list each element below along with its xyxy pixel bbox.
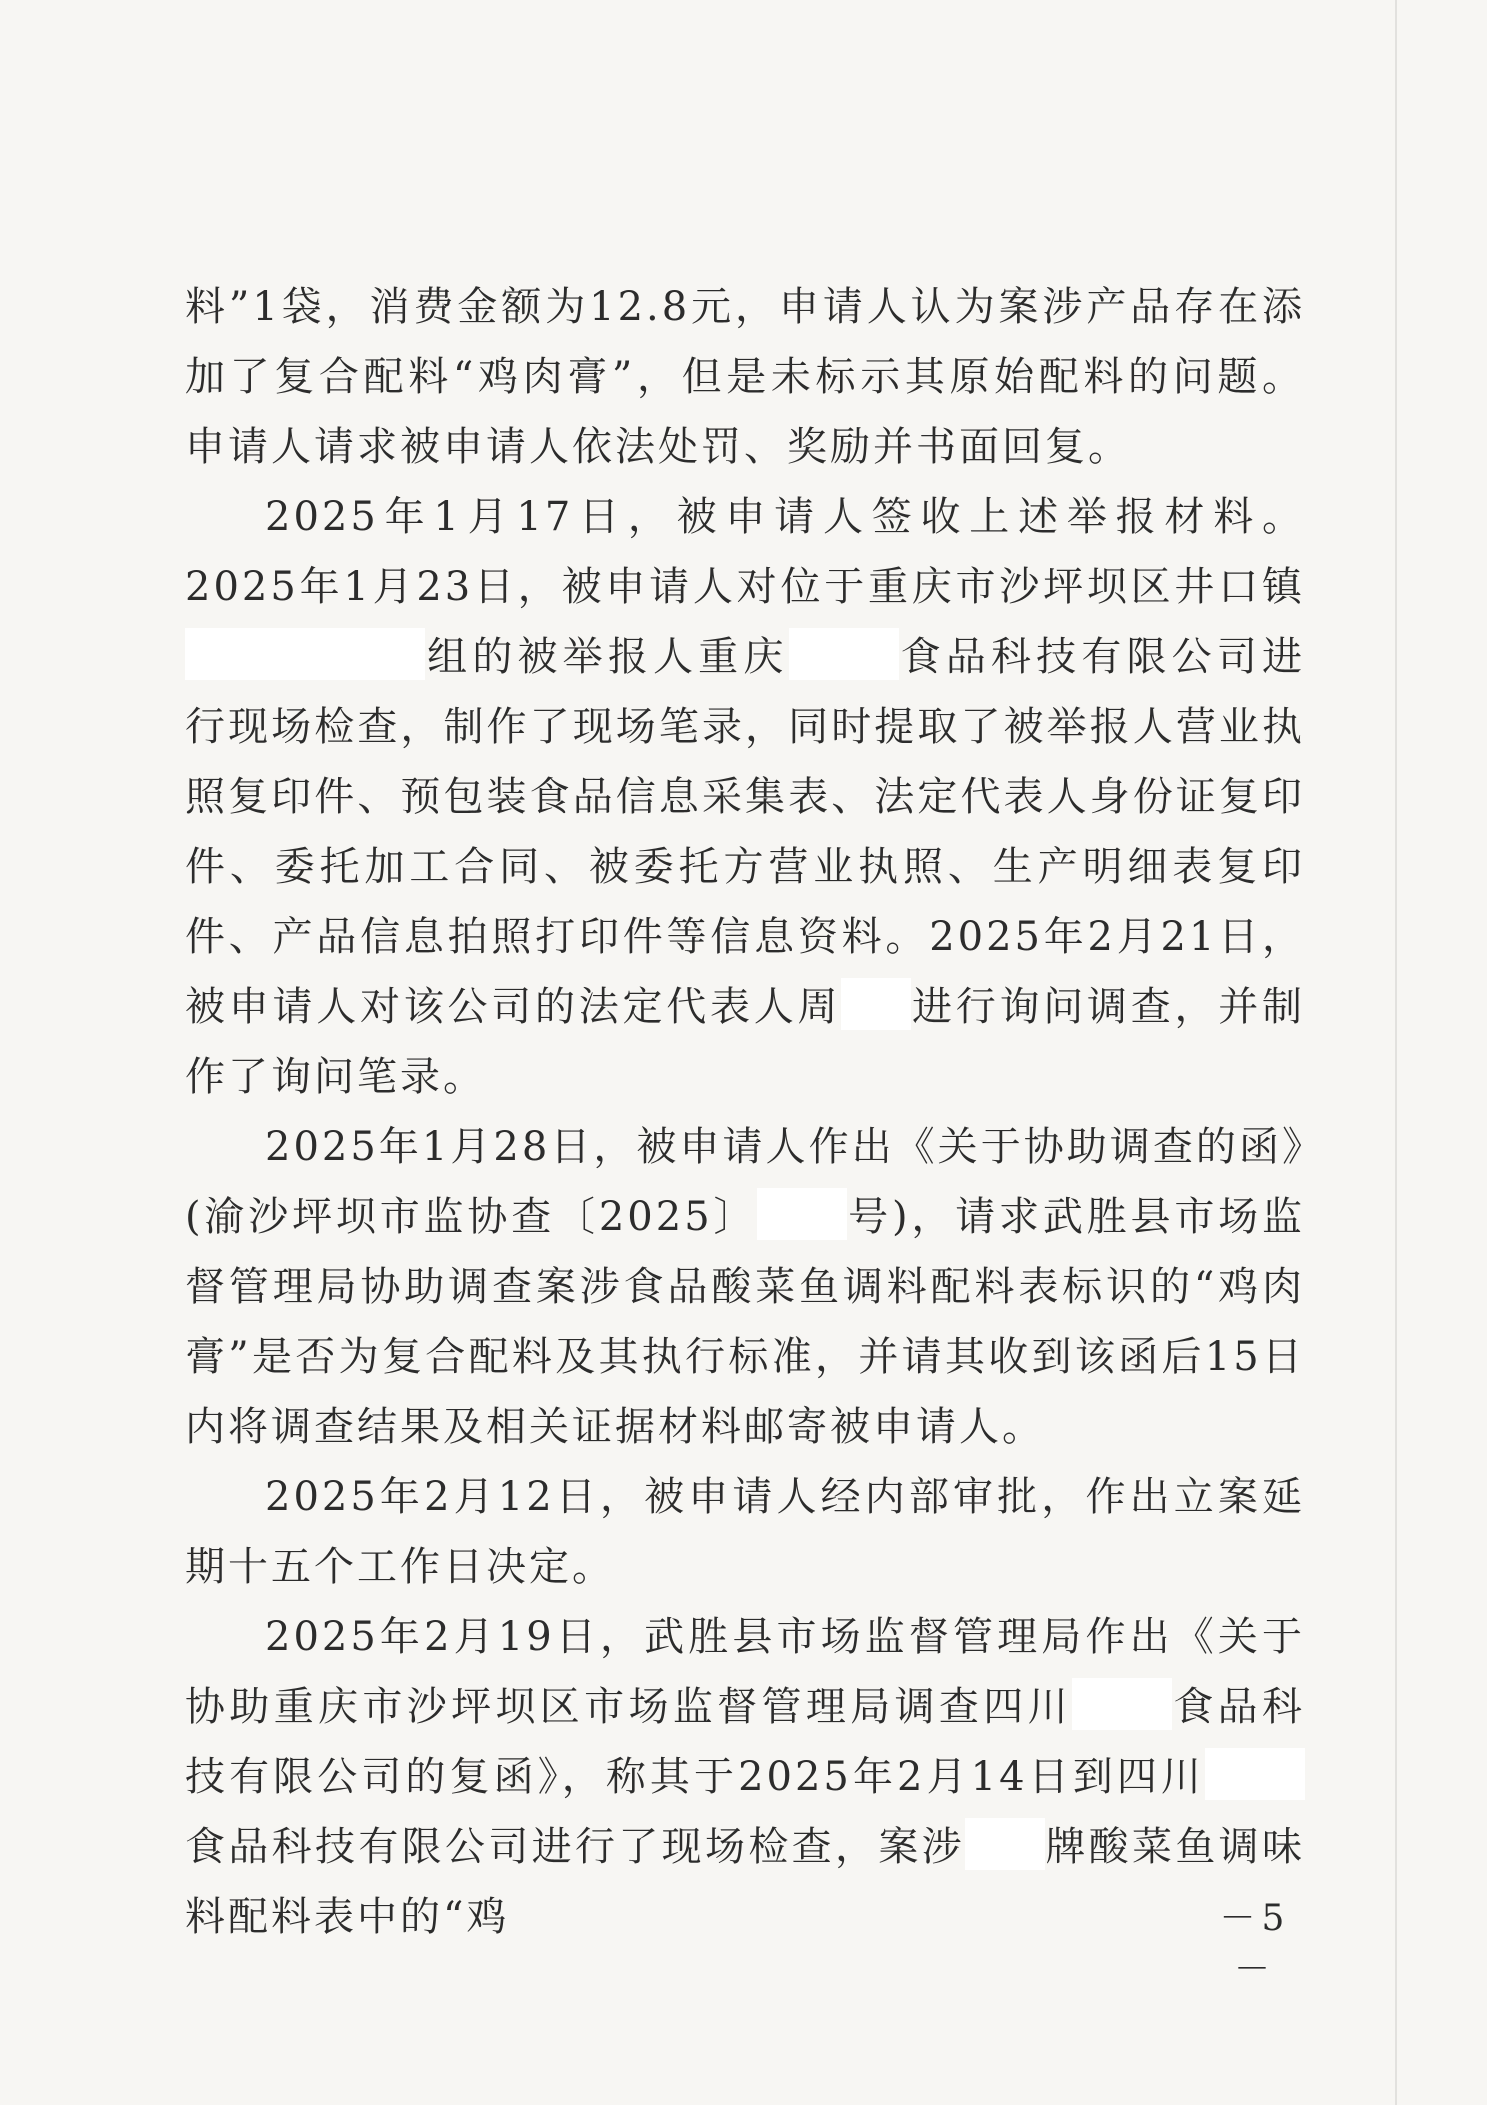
paragraph-text: 料”1袋，消费金额为12.8元，申请人认为案涉产品存在添加了复合配料“鸡肉膏”，但是未标示其原始配料的问题。申请人请求被申请人依法处罚、奖励并书面回复。 <box>185 284 1305 470</box>
redaction-box <box>1205 1748 1305 1800</box>
paragraph <box>185 1112 1305 1462</box>
paragraph-text: 2025年2月19日，武胜县市场监督管理局作出《关于协助重庆市沙坪坝区市场监督管理局调查四川 <box>185 1614 1305 1730</box>
paragraph-text: 进行询问调查，并制作了询问笔录。 <box>185 984 1305 1100</box>
paragraph <box>185 272 1305 482</box>
redaction-box <box>185 628 425 680</box>
paragraph-text: 牌酸菜鱼调味料配料表中的“鸡 <box>185 1824 1305 1940</box>
paragraph-text: 食品科技有限公司进行现场检查，制作了现场笔录，同时提取了被举报人营业执照复印件、预包装食品信息采集表、法定代表人身份证复印件、委托加工合同、被委托方营业执照、生产明细表复印件、产品信息拍照打印件等信息资料。2025年2月21日，被申请人对该公司的法定代表人周 <box>185 634 1305 1030</box>
paragraph-text: 组的被举报人重庆 <box>425 634 789 680</box>
page-edge <box>1395 0 1397 2105</box>
paragraph-text: 食品科技有限公司进行了现场检查，案涉 <box>185 1824 965 1870</box>
paragraph-text: 2025年1月17日，被申请人签收上述举报材料。2025年1月23日，被申请人对位于重庆市沙坪坝区井口镇 <box>185 494 1305 610</box>
paragraph-text: 2025年1月28日，被申请人作出《关于协助调查的函》(渝沙坪坝市监协查〔2025〕 <box>185 1124 1305 1240</box>
redaction-box <box>965 1818 1045 1870</box>
redaction-box <box>1072 1678 1172 1730</box>
document-body <box>185 272 1305 1952</box>
paragraph-text: 2025年2月12日，被申请人经内部审批，作出立案延期十五个工作日决定。 <box>185 1474 1305 1590</box>
paragraph-text: 号)，请求武胜县市场监督管理局协助调查案涉食品酸菜鱼调料配料表标识的“鸡肉膏”是否为复合配料及其执行标准，并请其收到该函后15日内将调查结果及相关证据材料邮寄被申请人。 <box>185 1194 1305 1450</box>
redaction-box <box>757 1188 847 1240</box>
redaction-box <box>789 628 899 680</box>
page-number: －5－ <box>1219 1898 1291 1990</box>
paragraph <box>185 1462 1305 1602</box>
redaction-box <box>841 978 911 1030</box>
paragraph <box>185 482 1305 1112</box>
paragraph-text: 食品科技有限公司的复函》，称其于2025年2月14日到四川 <box>185 1684 1306 1800</box>
paragraph <box>185 1602 1305 1952</box>
